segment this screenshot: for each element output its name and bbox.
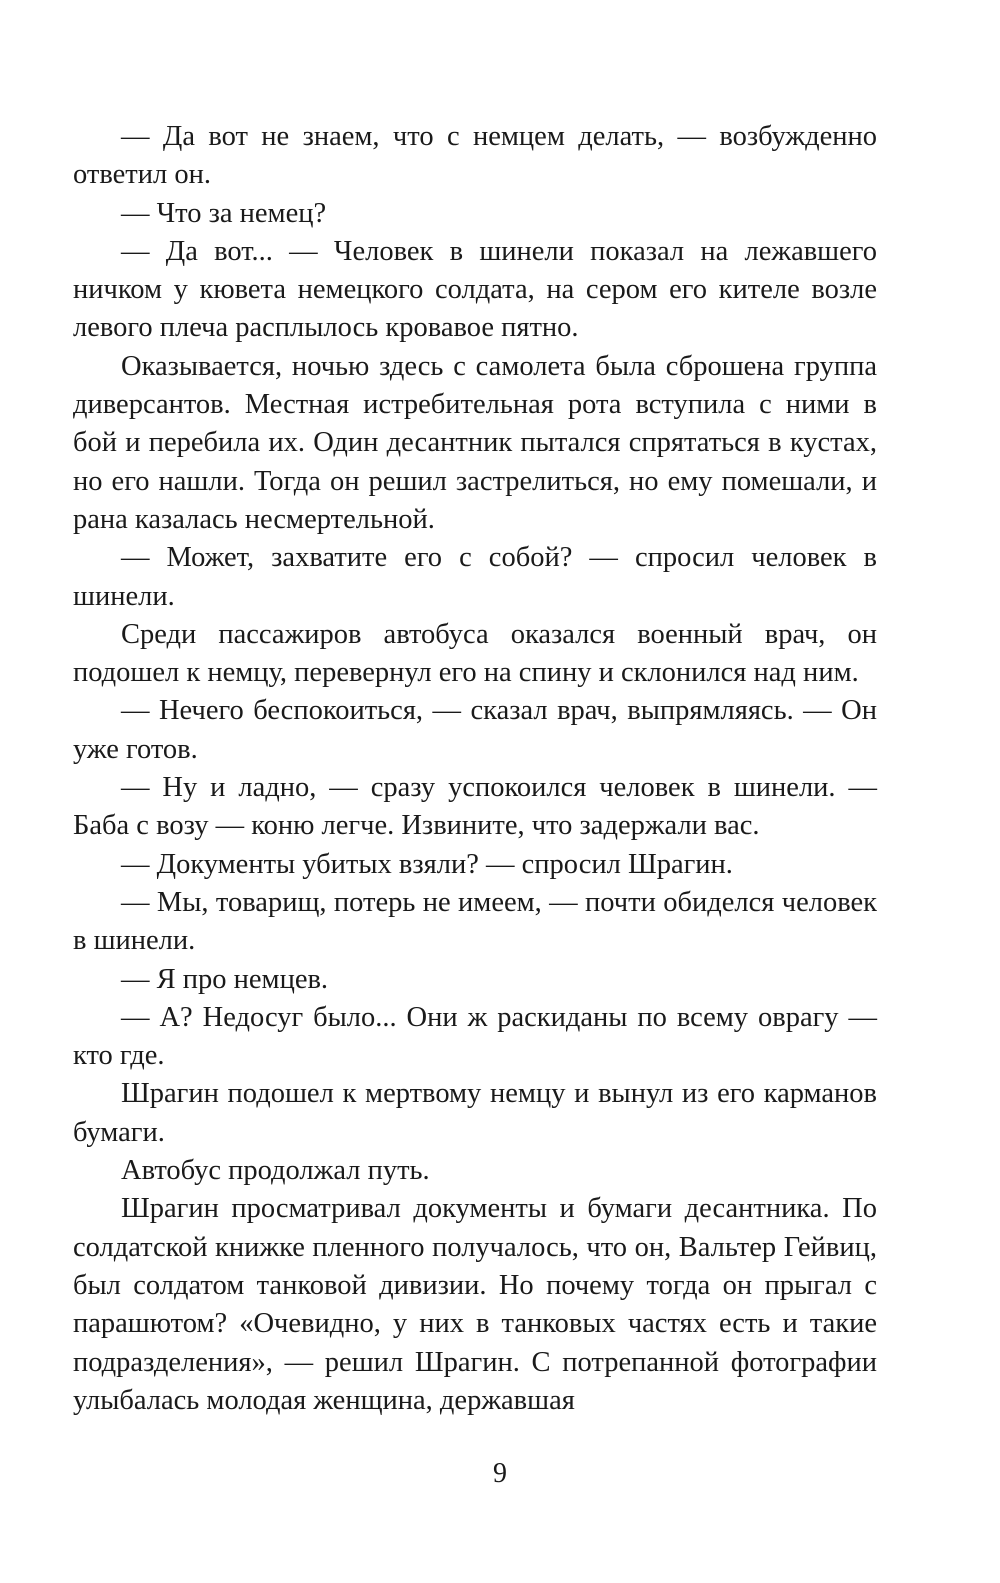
dialogue-paragraph: — Что за немец? (121, 197, 327, 229)
dialogue-paragraph: — Документы убитых взяли? — спросил Шрагин. (121, 848, 733, 880)
page-body (73, 118, 877, 1420)
dialogue-paragraph: — Я про немцев. (121, 963, 329, 995)
page-number: 9 (493, 1458, 507, 1489)
dialogue-paragraph: — Да вот... — Человек в шинели показал на лежавшего ничком у кювета немецкого солдата, на сером его кителе возле левого плеча расплылось кровавое пятно. (73, 235, 877, 344)
dialogue-paragraph: — Ну и ладно, — сразу успокоился человек в шинели. — Баба с возу — коню легче. Извините, что задержали вас. (73, 772, 877, 842)
dialogue-paragraph: — Может, захватите его с собой? — спросил человек в шинели. (73, 542, 877, 612)
narrative-paragraph: Автобус продолжал путь. (121, 1155, 430, 1187)
dialogue-paragraph: — Нечего беспокоиться, — сказал врач, выпрямляясь. — Он уже готов. (73, 695, 877, 765)
narrative-paragraph: Среди пассажиров автобуса оказался военный врач, он подошел к немцу, перевернул его на спину и склонился над ним. (73, 618, 877, 689)
dialogue-paragraph: — Мы, товарищ, потерь не имеем, — почти обиделся человек в шинели. (73, 886, 877, 957)
narrative-paragraph: Шрагин подошел к мертвому немцу и вынул из его карманов бумаги. (73, 1078, 877, 1148)
dialogue-paragraph: — А? Недосуг было... Они ж раскиданы по всему оврагу — кто где. (73, 1001, 877, 1072)
narrative-paragraph: Оказывается, ночью здесь с самолета была сброшена группа диверсантов. Местная истребительная рота вступила с ними в бой и перебила их. Один десантник пытался спрятаться в кустах, но его нашли. Тогда он решил застрелиться, но ему помешали, и рана казалась несмертельной. (73, 350, 877, 535)
dialogue-paragraph: — Да вот не знаем, что с немцем делать, — возбужденно ответил он. (73, 121, 877, 191)
narrative-paragraph: Шрагин просматривал документы и бумаги десантника. По солдатской книжке пленного получалось, что он, Вальтер Гейвиц, был солдатом танковой дивизии. Но почему тогда он прыгал с парашютом? «Очевидно, у них в танковых частях есть и такие подразделения», — решил Шрагин. С потрепанной фотографии улыбалась молодая женщина, державшая (73, 1193, 877, 1416)
